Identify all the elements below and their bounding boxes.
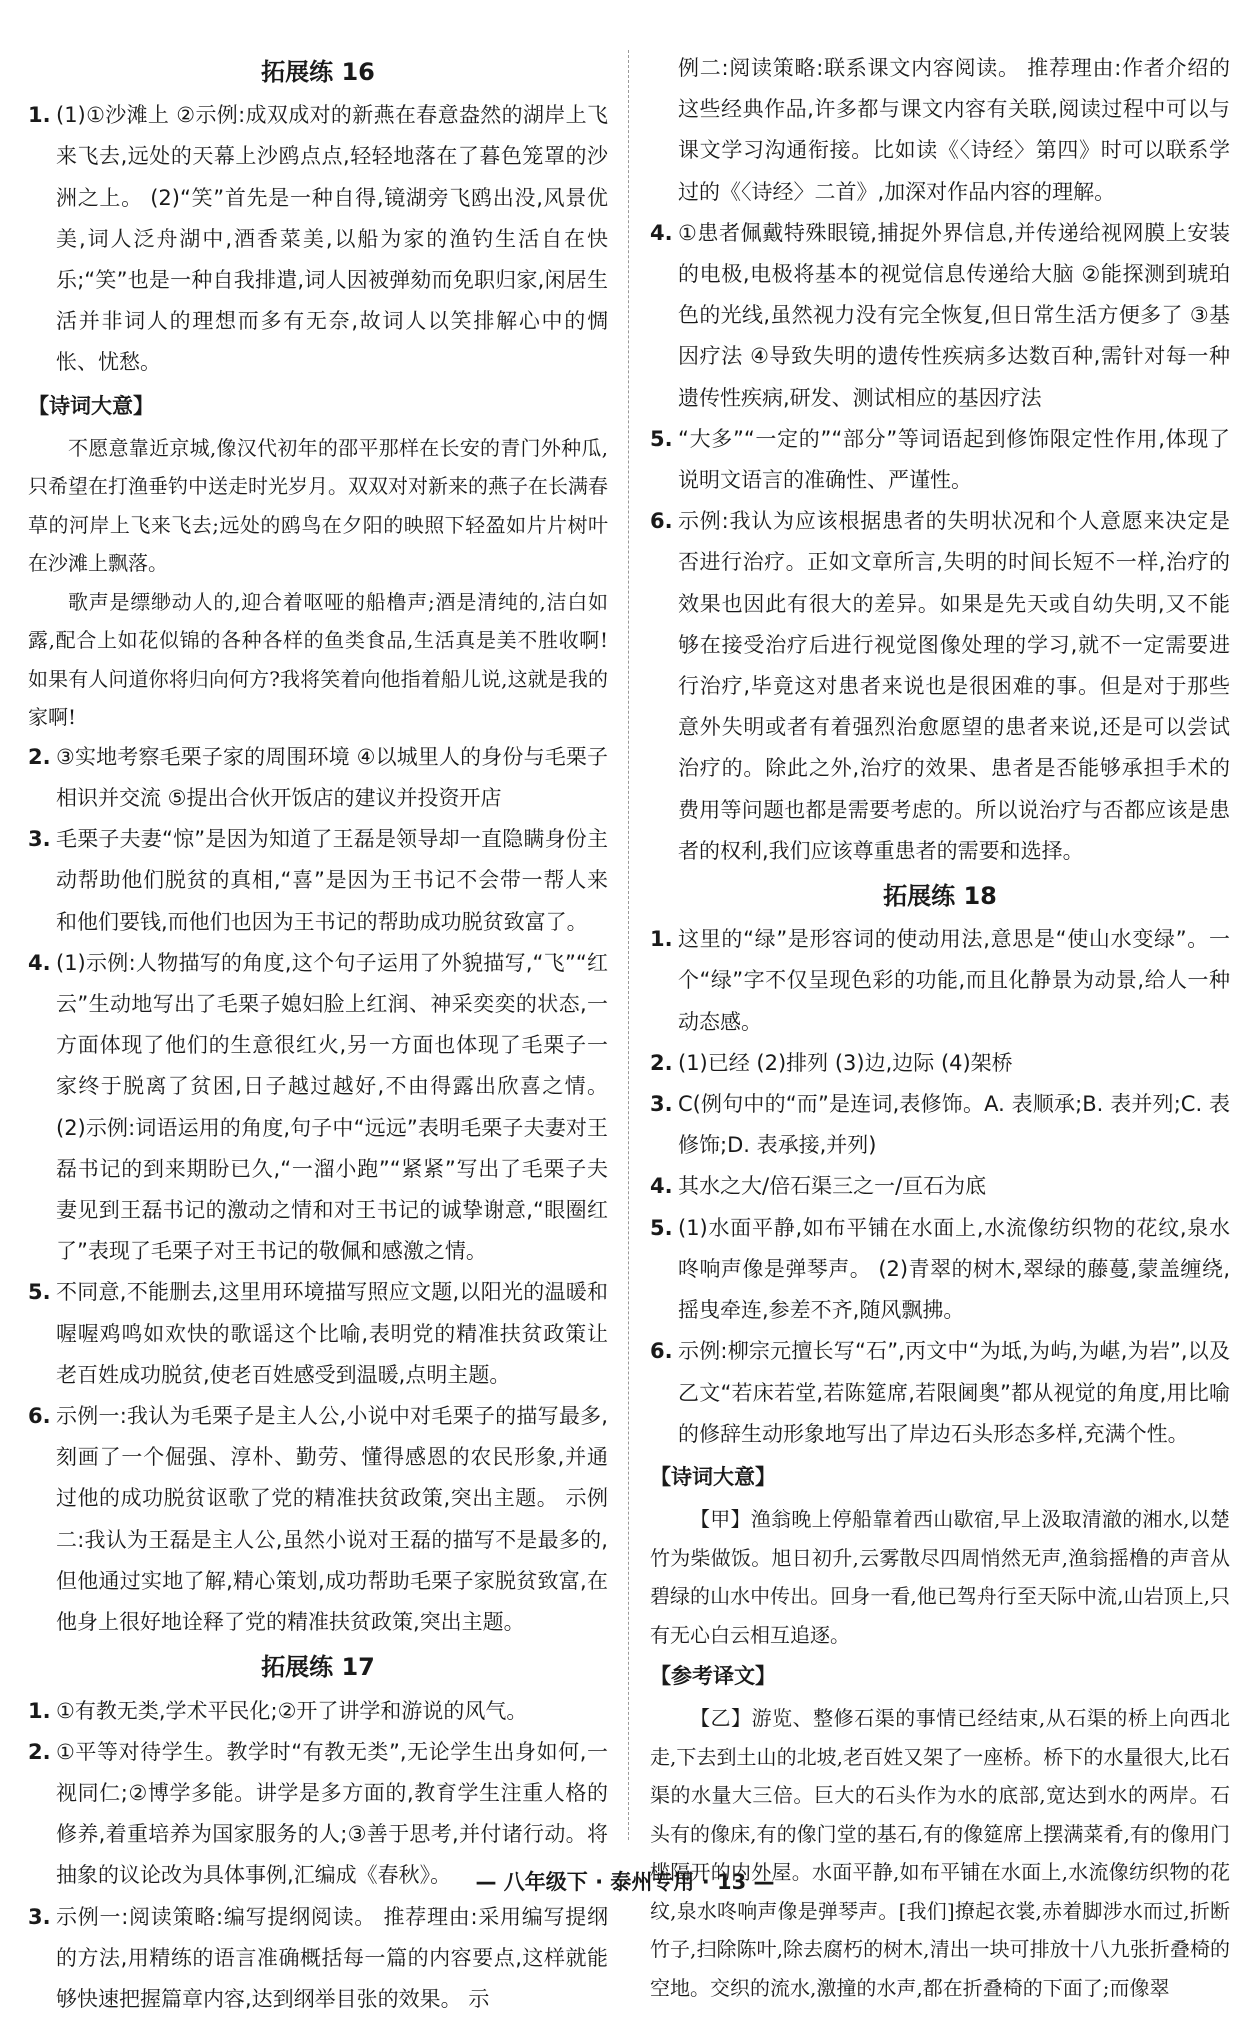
answer-item <box>28 943 608 1273</box>
item-number: 3. <box>28 827 51 852</box>
item-text: ①平等对待学生。教学时“有教无类”,无论学生出身如何,一视同仁;②博学多能。讲学是多方面的,教育学生注重人格的修养,着重培养为国家服务的人;③善于思考,并付诸行动。将抽象的议论改为具体事例,汇编成《春秋》。 <box>56 1739 608 1888</box>
item-number: 2. <box>650 1050 673 1075</box>
section-title-16: 拓展练 16 <box>261 58 375 86</box>
answer-item <box>28 737 608 819</box>
answer-item <box>650 501 1230 872</box>
item-number: 4. <box>28 950 51 975</box>
section-title-17: 拓展练 17 <box>261 1653 375 1682</box>
item-number: 3. <box>28 1904 51 1929</box>
answer-item <box>650 1331 1230 1455</box>
poem-meaning-tag: 【诗词大意】 <box>650 1464 776 1489</box>
left-column <box>28 48 608 2020</box>
item-text: ③实地考察毛栗子家的周围环境 ④以城里人的身份与毛栗子相识并交流 ⑤提出合伙开饭店的建议并投资开店 <box>56 744 608 811</box>
answer-item <box>650 1084 1230 1166</box>
answer-item <box>28 1691 608 1732</box>
item-number: 6. <box>650 509 673 534</box>
item-text: 示例:柳宗元擅长写“石”,丙文中“为坻,为屿,为嵁,为岩”,以及乙文“若床若堂,若陈筵席,若限阃奥”都从视觉的角度,用比喻的修辞生动形象地写出了岸边石头形态多样,充满个性。 <box>678 1339 1230 1446</box>
item-text: (1)①沙滩上 ②示例:成双成对的新燕在春意盎然的湖岸上飞来飞去,远处的天幕上沙鸥点点,轻轻地落在了暮色笼罩的沙洲之上。 (2)“笑”首先是一种自得,镜湖旁飞鸥出没,风景优美,词人泛舟湖中,酒香菜美,以船为家的渔钓生活自在快乐;“笑”也是一种自我排遣,词人因被弹劾而免职归家,闲居生活并非词人的理想而多有无奈,故词人以笑排解心中的惆怅、忧愁。 <box>56 103 608 375</box>
item-text: 示例一:我认为毛栗子是主人公,小说中对毛栗子的描写最多,刻画了一个倔强、淳朴、勤劳、懂得感恩的农民形象,并通过他的成功脱贫讴歌了党的精准扶贫政策,突出主题。 示例二:我认为王磊是主人公,虽然小说对王磊的描写不是最多的,但他通过实地了解,精心策划,成功帮助毛栗子家脱贫致富,在他身上很好地诠释了党的精准扶贫政策,突出主题。 <box>56 1404 608 1635</box>
item-number: 1. <box>28 103 51 128</box>
item-number: 4. <box>650 220 673 245</box>
page-footer: — 八年级下 · 泰州专用 · 13 — <box>475 1870 775 1894</box>
item-continuation: 例二:阅读策略:联系课文内容阅读。 推荐理由:作者介绍的这些经典作品,许多都与课文内容有关联,阅读过程中可以与课文学习沟通衔接。比如读《〈诗经〉第四》时可以联系学过的《〈诗经〉二首》,加深对作品内容的理解。 <box>678 56 1230 204</box>
answer-item <box>28 1396 608 1643</box>
answer-item <box>28 95 608 383</box>
answer-item <box>650 1043 1230 1084</box>
item-text: ①有教无类,学术平民化;②开了讲学和游说的风气。 <box>56 1698 528 1723</box>
answer-item <box>650 919 1230 1043</box>
item-number: 6. <box>650 1339 673 1364</box>
item-text: (1)已经 (2)排列 (3)边,边际 (4)架桥 <box>678 1050 1013 1075</box>
right-column <box>650 48 1230 2007</box>
poem-translation: 不愿意靠近京城,像汉代初年的邵平那样在长安的青门外种瓜,只希望在打渔垂钓中送走时光岁月。双双对对新来的燕子在长满春草的河岸上飞来飞去;远处的鸥鸟在夕阳的映照下轻盈如片片树叶在沙滩上飘落。 <box>28 435 608 576</box>
item-text: 毛栗子夫妻“惊”是因为知道了王磊是领导却一直隐瞒身份主动帮助他们脱贫的真相,“喜”是因为王书记不会带一帮人来和他们要钱,而他们也因为王书记的帮助成功脱贫致富了。 <box>56 827 608 934</box>
section-title-18: 拓展练 18 <box>883 882 997 911</box>
item-text: C(例句中的“而”是连词,表修饰。A. 表顺承;B. 表并列;C. 表修饰;D. 表承接,并列) <box>678 1092 1230 1158</box>
item-text: ①患者佩戴特殊眼镜,捕捉外界信息,并传递给视网膜上安装的电极,电极将基本的视觉信息传递给大脑 ②能探测到琥珀色的光线,虽然视力没有完全恢复,但日常生活方便多了 ③基因疗法 ④导致失明的遗传性疾病多达数百种,需针对每一种遗传性疾病,研发、测试相应的基因疗法 <box>678 220 1230 410</box>
reference-translation: 【乙】游览、整修石渠的事情已经结束,从石渠的桥上向西北走,下去到土山的北坡,老百姓又架了一座桥。桥下的水量很大,比石渠的水量大三倍。巨大的石头作为水的底部,宽达到水的两岸。石头有的像床,有的像门堂的基石,有的像筵席上摆满菜肴,有的像用门槛隔开的内外屋。水面平静,如布平铺在水面上,水流像纺织物的花纹,泉水咚响声像是弹琴声。[我们]撩起衣裳,赤着脚涉水而过,折断竹子,扫除陈叶,除去腐朽的树木,清出一块可排放十八九张折叠椅的空地。交织的流水,激撞的水声,都在折叠椅的下面了;而像翠 <box>650 1706 1230 2000</box>
item-text: 其水之大/倍石渠三之一/亘石为底 <box>678 1174 987 1199</box>
answer-item <box>650 1166 1230 1207</box>
poem-translation: 歌声是缥缈动人的,迎合着呕哑的船橹声;酒是清纯的,洁白如露,配合上如花似锦的各种各样的鱼类食品,生活真是美不胜收啊!如果有人问道你将归向何方?我将笑着向他指着船儿说,这就是我的家啊! <box>28 589 608 730</box>
answer-item <box>28 1897 608 2020</box>
poem-meaning-tag: 【诗词大意】 <box>28 393 154 418</box>
reference-translation-tag: 【参考译文】 <box>650 1664 776 1689</box>
item-text: 示例:我认为应该根据患者的失明状况和个人意愿来决定是否进行治疗。正如文章所言,失明的时间长短不一样,治疗的效果也因此有很大的差异。如果是先天或自幼失明,又不能够在接受治疗后进行视觉图像处理的学习,就不一定需要进行治疗,毕竟这对患者来说也是很困难的事。但是对于那些意外失明或者有着强烈治愈愿望的患者来说,还是可以尝试治疗的。除此之外,治疗的效果、患者是否能够承担手术的费用等问题也都是需要考虑的。所以说治疗与否都应该是患者的权利,我们应该尊重患者的需要和选择。 <box>678 509 1230 863</box>
item-number: 1. <box>650 927 673 952</box>
answer-item <box>28 819 608 943</box>
item-number: 6. <box>28 1404 51 1429</box>
item-text: 不同意,不能删去,这里用环境描写照应文题,以阳光的温暖和喔喔鸡鸣如欢快的歌谣这个比喻,表明党的精准扶贫政策让老百姓成功脱贫,使老百姓感受到温暖,点明主题。 <box>56 1280 608 1387</box>
item-number: 3. <box>650 1092 673 1117</box>
answer-item <box>650 213 1230 419</box>
item-text: “大多”“一定的”“部分”等词语起到修饰限定性作用,体现了说明文语言的准确性、严谨性。 <box>678 426 1230 493</box>
answer-item <box>650 1208 1230 1332</box>
answer-item <box>28 1272 608 1396</box>
item-number: 5. <box>650 426 673 451</box>
item-text: 这里的“绿”是形容词的使动用法,意思是“使山水变绿”。一个“绿”字不仅呈现色彩的功能,而且化静景为动景,给人一种动态感。 <box>678 927 1230 1034</box>
item-number: 2. <box>28 744 51 769</box>
item-text: (1)水面平静,如布平铺在水面上,水流像纺织物的花纹,泉水咚响声像是弹琴声。 (2)青翠的树木,翠绿的藤蔓,蒙盖缠绕,摇曳牵连,参差不齐,随风飘拂。 <box>678 1215 1230 1323</box>
answer-item <box>650 419 1230 501</box>
item-number: 5. <box>650 1215 673 1240</box>
item-number: 5. <box>28 1280 51 1305</box>
item-number: 1. <box>28 1698 51 1723</box>
item-number: 2. <box>28 1739 51 1764</box>
item-number: 4. <box>650 1174 673 1199</box>
item-text: 示例一:阅读策略:编写提纲阅读。 推荐理由:采用编写提纲的方法,用精练的语言准确概括每一篇的内容要点,这样就能够快速把握篇章内容,达到纲举目张的效果。 示 <box>56 1904 608 2011</box>
item-text: (1)示例:人物描写的角度,这个句子运用了外貌描写,“飞”“红云”生动地写出了毛栗子媳妇脸上红润、神采奕奕的状态,一方面体现了他们的生意很红火,另一方面也体现了毛栗子一家终于脱离了贫困,日子越过越好,不由得露出欣喜之情。 (2)示例:词语运用的角度,句子中“远远”表明毛栗子夫妻对王磊书记的到来期盼已久,“一溜小跑”“紧紧”写出了毛栗子夫妻见到王磊书记的激动之情和对王书记的诚挚谢意,“眼圈红了”表现了毛栗子对王书记的敬佩和感激之情。 <box>56 950 608 1264</box>
poem-translation: 【甲】渔翁晚上停船靠着西山歇宿,早上汲取清澈的湘水,以楚竹为柴做饭。旭日初升,云雾散尽四周悄然无声,渔翁摇橹的声音从碧绿的山水中传出。回身一看,他已驾舟行至天际中流,山岩顶上,只有无心白云相互追逐。 <box>650 1507 1230 1647</box>
column-divider <box>628 50 629 1840</box>
